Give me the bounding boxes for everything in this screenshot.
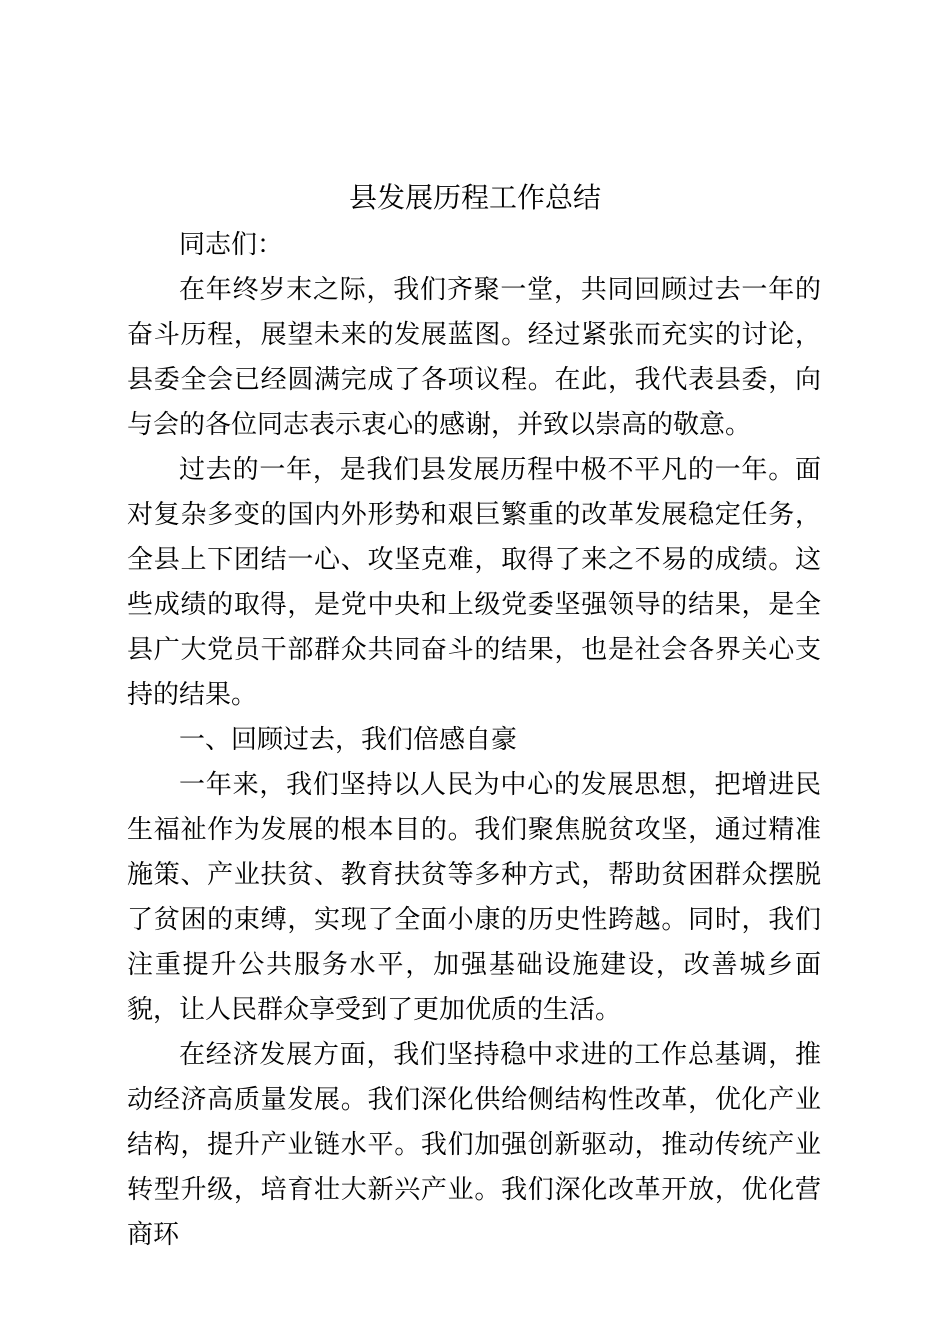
paragraph-past-year: 过去的一年，是我们县发展历程中极不平凡的一年。面对复杂多变的国内外形势和艰巨繁重的改革发展稳定任务，全县上下团结一心、攻坚克难，取得了来之不易的成绩。这些成绩的取得，是党中央和上级党委坚强领导的结果，是全县广大党员干部群众共同奋斗的结果，也是社会各界关心支持的结果。 xyxy=(127,455,821,710)
paragraph-economy: 在经济发展方面，我们坚持稳中求进的工作总基调，推动经济高质量发展。我们深化供给侧结构性改革，优化产业结构，提升产业链水平。我们加强创新驱动，推动传统产业转型升级，培育壮大新兴产业。我们深化改革开放，优化营商环 xyxy=(127,1040,821,1250)
paragraph-livelihood: 一年来，我们坚持以人民为中心的发展思想，把增进民生福祉作为发展的根本目的。我们聚焦脱贫攻坚，通过精准施策、产业扶贫、教育扶贫等多种方式，帮助贫困群众摆脱了贫困的束缚，实现了全面小康的历史性跨越。同时，我们注重提升公共服务水平，加强基础设施建设，改善城乡面貌，让人民群众享受到了更加优质的生活。 xyxy=(127,770,821,1025)
salutation: 同志们： xyxy=(179,230,284,260)
document-body xyxy=(127,223,821,1258)
section-heading-review: 一、回顾过去，我们倍感自豪 xyxy=(179,725,518,755)
paragraph-opening: 在年终岁末之际，我们齐聚一堂，共同回顾过去一年的奋斗历程，展望未来的发展蓝图。经过紧张而充实的讨论，县委全会已经圆满完成了各项议程。在此，我代表县委，向与会的各位同志表示衷心的感谢，并致以崇高的敬意。 xyxy=(127,275,821,440)
document-title: 县发展历程工作总结 xyxy=(348,181,601,214)
